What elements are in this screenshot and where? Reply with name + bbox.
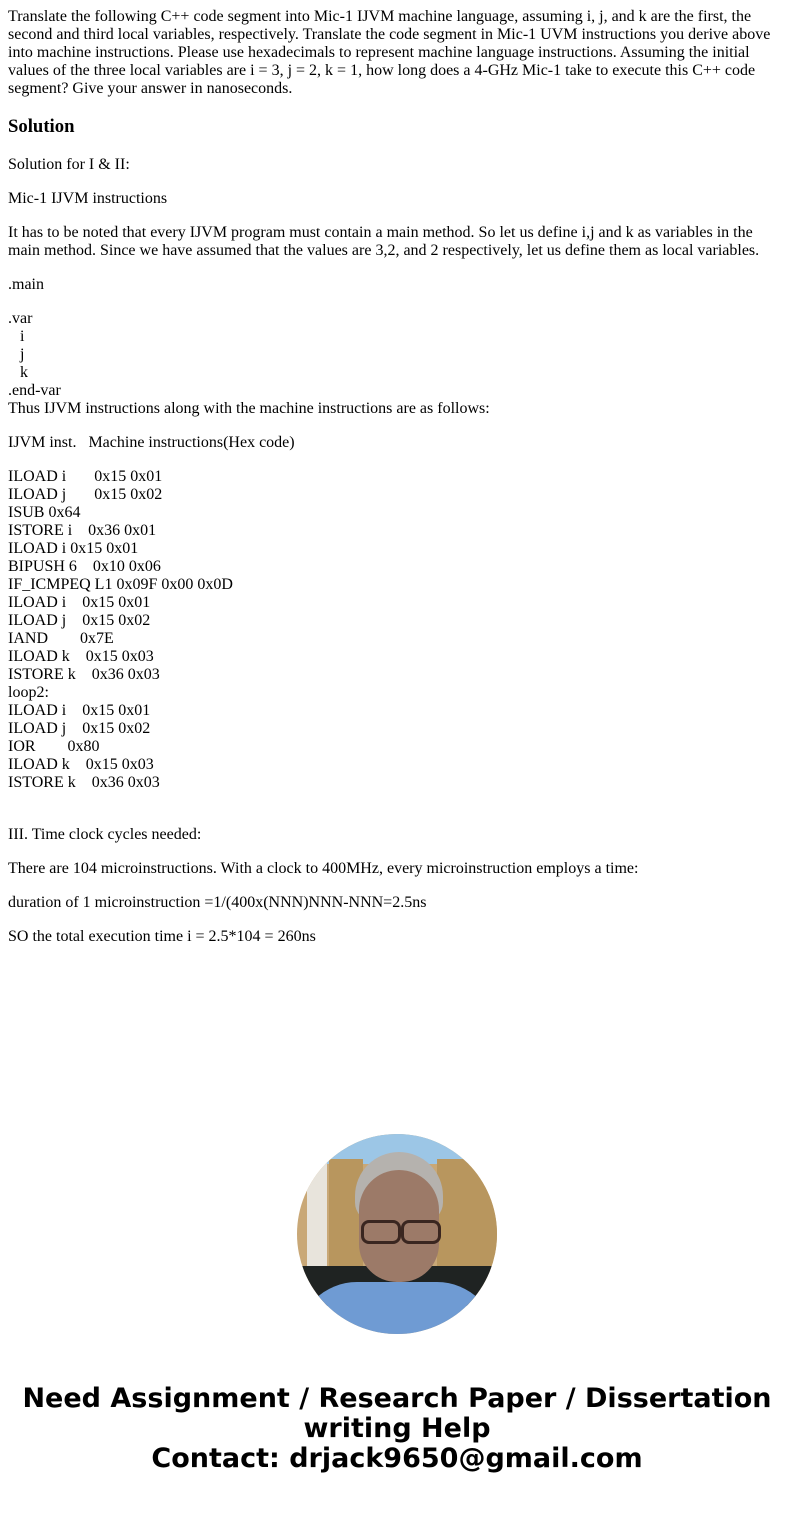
code-line: IOR 0x80 [8, 738, 100, 755]
code-line: ILOAD i 0x15 0x01 [8, 594, 151, 611]
var-line: k [8, 364, 28, 381]
code-line: BIPUSH 6 0x10 0x06 [8, 558, 161, 575]
intro-paragraph: It has to be noted that every IJVM program must contain a main method. So let us define i,j and k as variables in the main method. Since we have assumed that the values are 3,2, and 2 respectively, let us define them as local variables. [8, 224, 760, 259]
var-line: Thus IJVM instructions along with the machine instructions are as follows: [8, 400, 490, 417]
var-line: i [8, 328, 25, 345]
subheading-ijvm: Mic-1 IJVM instructions [8, 190, 168, 207]
code-listing [8, 468, 786, 792]
table-header: IJVM inst. Machine instructions(Hex code) [8, 434, 295, 451]
footer-line-2: writing Help [303, 1413, 491, 1444]
part3-text: There are 104 microinstructions. With a clock to 400MHz, every microinstruction employs a time: [8, 860, 639, 877]
var-line: .end-var [8, 382, 61, 399]
avatar [297, 1134, 497, 1334]
part3-heading: III. Time clock cycles needed: [8, 826, 202, 843]
code-line: ILOAD i 0x15 0x01 [8, 540, 139, 557]
code-line: ISTORE k 0x36 0x03 [8, 666, 160, 683]
question-text: Translate the following C++ code segment into Mic-1 IJVM machine language, assuming i, j, and k are the first, the second and third local variables, respectively. Translate the code segment in Mic-1 UVM instructions you derive above into machine instructions. Please use hexadecimals to represent machine language instructions. Assuming the initial values of the three local variables are i = 3, j = 2, k = 1, how long does a 4-GHz Mic-1 take to execute this C++ code segment? Give your answer in nanoseconds. [8, 8, 771, 97]
code-line: ISTORE k 0x36 0x03 [8, 774, 160, 791]
code-line: loop2: [8, 684, 49, 701]
part3-duration: duration of 1 microinstruction =1/(400x(NNN)NNN-NNN=2.5ns [8, 894, 427, 911]
code-line: IF_ICMPEQ L1 0x09F 0x00 0x0D [8, 576, 233, 593]
code-line: ILOAD j 0x15 0x02 [8, 720, 151, 737]
code-line: ILOAD k 0x15 0x03 [8, 648, 154, 665]
code-line: ILOAD j 0x15 0x02 [8, 612, 151, 629]
code-line: ILOAD i 0x15 0x01 [8, 468, 163, 485]
footer-promo [8, 1384, 786, 1474]
var-line: j [8, 346, 25, 363]
subheading-solution: Solution for I & II: [8, 156, 130, 173]
code-line: ISUB 0x64 [8, 504, 81, 521]
var-line: .var [8, 310, 33, 327]
code-line: ISTORE i 0x36 0x01 [8, 522, 157, 539]
var-block [8, 310, 786, 418]
solution-heading: Solution [8, 116, 75, 137]
footer-contact: Contact: drjack9650@gmail.com [151, 1443, 643, 1474]
code-line: IAND 0x7E [8, 630, 114, 647]
part3-total: SO the total execution time i = 2.5*104 = 260ns [8, 928, 316, 945]
code-line: ILOAD k 0x15 0x03 [8, 756, 154, 773]
author-photo-container [8, 1134, 786, 1334]
main-label: .main [8, 276, 44, 293]
code-line: ILOAD i 0x15 0x01 [8, 702, 151, 719]
code-line: ILOAD j 0x15 0x02 [8, 486, 163, 503]
footer-line-1: Need Assignment / Research Paper / Dissertation [22, 1383, 772, 1414]
